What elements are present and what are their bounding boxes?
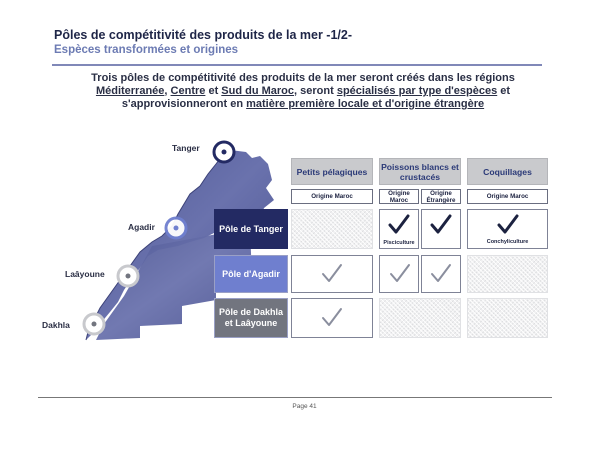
page-number: Page 41 bbox=[292, 403, 317, 410]
pole-tanger-label: Pôle de Tanger bbox=[214, 209, 288, 249]
intro-specialises: spécialisés par type d'espèces bbox=[336, 85, 498, 97]
check-icon bbox=[429, 213, 453, 235]
check-icon bbox=[388, 262, 412, 284]
cell-label-conchyliculture: Conchyliculture bbox=[486, 239, 529, 245]
cell-dakhla-poissons bbox=[379, 298, 461, 338]
intro-sep-2: et bbox=[205, 85, 222, 97]
intro-sud-maroc: Sud du Maroc bbox=[221, 85, 295, 97]
intro-sep-3: , seront bbox=[294, 85, 337, 97]
intro-matiere-premiere: matière première locale et d'origine étrangère bbox=[246, 98, 485, 110]
intro-sep-1: , bbox=[164, 85, 171, 97]
dakhla-marker bbox=[84, 314, 104, 334]
subheader-petits-origine: Origine Maroc bbox=[291, 189, 373, 204]
intro-mediterranee: Méditerranée bbox=[95, 85, 165, 97]
header-poissons-blancs: Poissons blancs et crustacés bbox=[379, 158, 461, 185]
footer-divider bbox=[38, 397, 552, 398]
intro-line-1: Trois pôles de compétitivité des produits de la mer seront créés dans les régions bbox=[91, 72, 515, 84]
subheader-poissons-maroc: Origine Maroc bbox=[379, 189, 419, 204]
cell-agadir-coquillages bbox=[467, 255, 548, 293]
check-icon bbox=[320, 306, 344, 328]
check-icon bbox=[320, 262, 344, 284]
city-label-laayoune: Laâyoune bbox=[65, 269, 105, 279]
cell-tanger-petits bbox=[291, 209, 373, 249]
intro-sep-4: et bbox=[497, 85, 511, 97]
subheader-coquillages-origine: Origine Maroc bbox=[467, 189, 548, 204]
check-icon bbox=[387, 213, 411, 235]
page-subtitle: Espèces transformées et origines bbox=[54, 44, 239, 56]
pole-dakhla-label: Pôle de Dakhla et Laâyoune bbox=[214, 298, 288, 338]
header-coquillages: Coquillages bbox=[467, 158, 548, 185]
check-icon bbox=[429, 262, 453, 284]
intro-centre: Centre bbox=[170, 85, 206, 97]
city-label-tanger: Tanger bbox=[172, 143, 200, 153]
laayoune-marker bbox=[118, 266, 138, 286]
title-divider bbox=[52, 64, 542, 66]
intro-line-3 bbox=[68, 98, 538, 111]
intro-approvisionneront: s'approvisionneront en bbox=[121, 98, 247, 110]
cell-dakhla-coquillages bbox=[467, 298, 548, 338]
intro-text bbox=[68, 72, 538, 111]
city-label-dakhla: Dakhla bbox=[42, 320, 70, 330]
check-icon bbox=[496, 213, 520, 235]
intro-line-2 bbox=[68, 85, 538, 98]
subheader-poissons-etrangere: Origine Étrangère bbox=[421, 189, 461, 204]
tanger-marker bbox=[214, 142, 234, 162]
header-petits-pelagiques: Petits pélagiques bbox=[291, 158, 373, 185]
page-title: Pôles de compétitivité des produits de la mer -1/2- bbox=[54, 28, 352, 42]
pole-agadir-label: Pôle d'Agadir bbox=[214, 255, 288, 293]
cell-label-pisciculture: Pisciculture bbox=[383, 240, 415, 246]
city-label-agadir: Agadir bbox=[128, 222, 155, 232]
agadir-marker bbox=[166, 218, 186, 238]
